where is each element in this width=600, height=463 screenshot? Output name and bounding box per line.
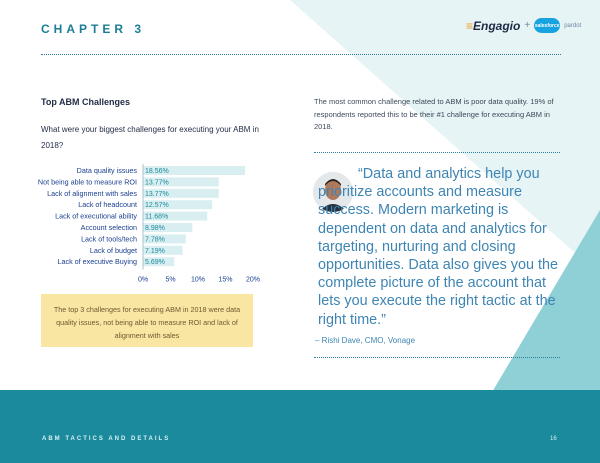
page-number: 16 (550, 436, 557, 442)
x-tick-label: 0% (137, 276, 149, 284)
category-label: Account selection (80, 223, 137, 232)
footer-band (0, 390, 600, 463)
quote-attribution: – Rishi Dave, CMO, Vonage (315, 336, 416, 345)
divider (41, 54, 561, 55)
category-label: Lack of alignment with sales (47, 188, 137, 198)
chapter-label: CHAPTER 3 (41, 22, 146, 36)
x-tick-label: 15% (218, 276, 233, 284)
category-label: Lack of budget (89, 245, 137, 255)
section-title: Top ABM Challenges (41, 97, 131, 107)
category-label: Data quality issues (76, 166, 137, 175)
divider (314, 152, 560, 153)
x-tick-label: 10% (190, 276, 206, 284)
category-label: Lack of executional ability (55, 211, 137, 221)
data-label: 5.69% (145, 259, 165, 267)
data-label: 7.78% (145, 236, 165, 244)
category-label: Not being able to measure ROI (37, 177, 137, 187)
engagio-logo: ≡Engagio (466, 18, 521, 33)
data-label: 13.77% (145, 190, 169, 198)
challenges-bar-chart (0, 160, 290, 290)
divider (314, 357, 560, 358)
survey-question: What were your biggest challenges for executing your ABM in 2018? (41, 125, 259, 150)
footer-title: ABM TACTICS AND DETAILS (42, 436, 171, 442)
data-label: 11.68% (145, 213, 169, 221)
data-label: 12.57% (145, 202, 169, 210)
data-label: 7.19% (145, 247, 165, 255)
x-tick-label: 20% (245, 276, 261, 284)
data-label: 8.98% (145, 225, 165, 232)
intro-paragraph: The most common challenge related to ABM is poor data quality. 19% of respondents reported this to be their #1 challenge for executing ABM in 2018. (314, 97, 554, 131)
category-label: Lack of headcount (78, 200, 137, 210)
data-label: 18.56% (145, 168, 169, 175)
salesforce-logo: salesforce (534, 18, 560, 33)
x-tick-label: 5% (165, 276, 176, 284)
category-label: Lack of executive Buying (57, 257, 137, 267)
plus-sign: + (524, 20, 531, 31)
callout-note: The top 3 challenges for executing ABM in 2018 were data quality issues, not being able to measure ROI and lack of alignment with sales (41, 294, 253, 347)
partner-logos (466, 18, 581, 33)
quote-text: “Data and analytics help you prioritize accounts and measure success. Modern marketing is dependent on data and analytics for targeting, nurturing and closing opportunities. Data also gives you the complete picture of the account that lets you execute the right tactic at the right time.” (318, 166, 558, 328)
data-label: 13.77% (145, 179, 169, 187)
category-label: Lack of tools/tech (81, 234, 137, 244)
pardot-logo: pardot (564, 22, 582, 29)
